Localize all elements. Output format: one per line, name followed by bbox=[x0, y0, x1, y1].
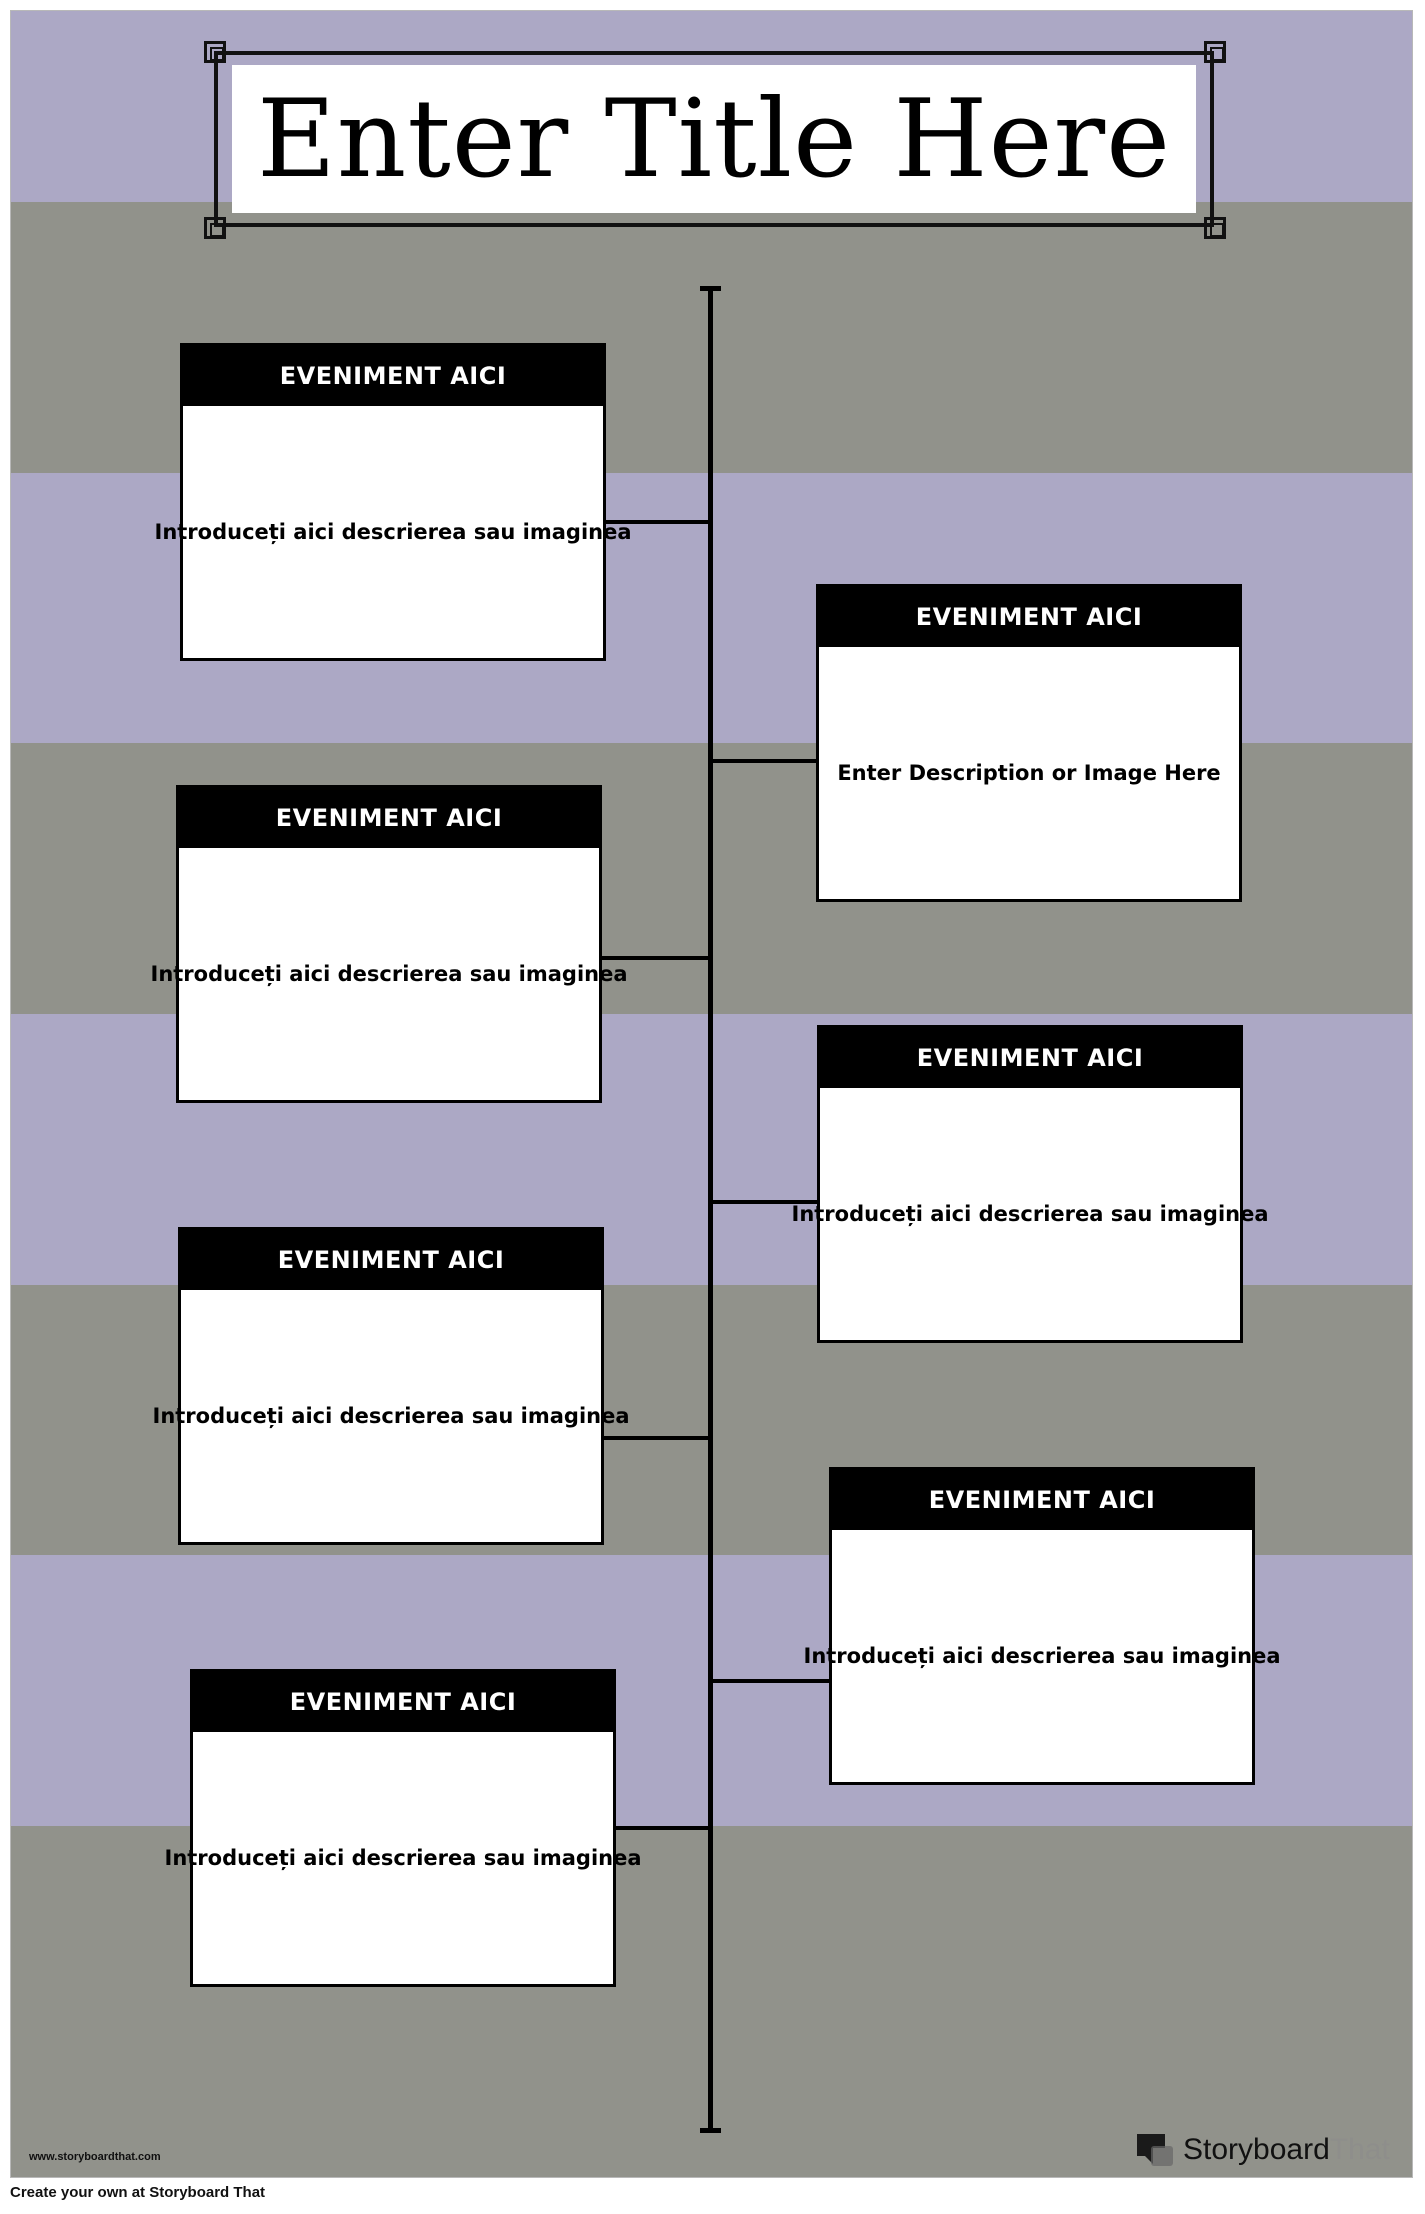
event-description: Introduceți aici descrierea sau imaginea bbox=[164, 1846, 642, 1870]
timeline-connector bbox=[711, 1679, 831, 1683]
event-header[interactable]: EVENIMENT AICI bbox=[832, 1470, 1252, 1530]
frame-corner-ornament bbox=[1204, 217, 1226, 239]
event-description-area[interactable] bbox=[819, 647, 1239, 899]
event-description-area[interactable] bbox=[152, 1290, 630, 1542]
event-header[interactable]: EVENIMENT AICI bbox=[179, 788, 599, 848]
timeline-connector bbox=[604, 1436, 710, 1440]
page-title[interactable]: Enter Title Here bbox=[256, 76, 1172, 202]
event-header[interactable]: EVENIMENT AICI bbox=[181, 1230, 601, 1290]
event-card[interactable] bbox=[154, 343, 632, 661]
event-header[interactable]: EVENIMENT AICI bbox=[819, 587, 1239, 647]
frame-corner-ornament bbox=[204, 217, 226, 239]
timeline-connector bbox=[614, 1826, 710, 1830]
site-url: www.storyboardthat.com bbox=[29, 2151, 161, 2163]
event-description-area[interactable] bbox=[154, 406, 632, 658]
timeline-connector bbox=[602, 956, 710, 960]
event-description: Introduceți aici descrierea sau imaginea bbox=[791, 1202, 1269, 1226]
event-description: Introduceți aici descrierea sau imaginea bbox=[150, 962, 628, 986]
event-card[interactable] bbox=[152, 1227, 630, 1545]
brand-wordmark-faded: That bbox=[1329, 2133, 1390, 2166]
event-card[interactable] bbox=[791, 1025, 1269, 1343]
event-header[interactable]: EVENIMENT AICI bbox=[183, 346, 603, 406]
event-description-area[interactable] bbox=[150, 848, 628, 1100]
brand-wordmark: Storyboard bbox=[1183, 2133, 1330, 2166]
timeline-axis bbox=[708, 288, 713, 2133]
event-card[interactable] bbox=[803, 1467, 1281, 1785]
storyboard-brand[interactable] bbox=[1133, 2130, 1390, 2170]
event-card[interactable] bbox=[816, 584, 1242, 902]
event-header[interactable]: EVENIMENT AICI bbox=[193, 1672, 613, 1732]
timeline-start-cap bbox=[700, 286, 721, 291]
speech-bubble-logo-icon bbox=[1133, 2130, 1177, 2170]
event-description-area[interactable] bbox=[791, 1088, 1269, 1340]
event-description: Introduceți aici descrierea sau imaginea bbox=[803, 1644, 1281, 1668]
event-description: Introduceți aici descrierea sau imaginea bbox=[154, 520, 632, 544]
event-description-area[interactable] bbox=[803, 1530, 1281, 1782]
event-description: Introduceți aici descrierea sau imaginea bbox=[152, 1404, 630, 1428]
create-your-own-link[interactable]: Create your own at Storyboard That bbox=[10, 2184, 266, 2201]
timeline-poster bbox=[10, 10, 1413, 2178]
event-description-area[interactable] bbox=[164, 1732, 642, 1984]
timeline-connector bbox=[711, 759, 818, 763]
event-card[interactable] bbox=[150, 785, 628, 1103]
timeline-end-cap bbox=[700, 2128, 721, 2133]
frame-corner-ornament bbox=[1204, 41, 1226, 63]
event-description: Enter Description or Image Here bbox=[837, 761, 1221, 785]
title-box[interactable] bbox=[232, 65, 1196, 213]
frame-corner-ornament bbox=[204, 41, 226, 63]
title-frame bbox=[214, 51, 1214, 227]
event-card[interactable] bbox=[164, 1669, 642, 1987]
event-header[interactable]: EVENIMENT AICI bbox=[820, 1028, 1240, 1088]
